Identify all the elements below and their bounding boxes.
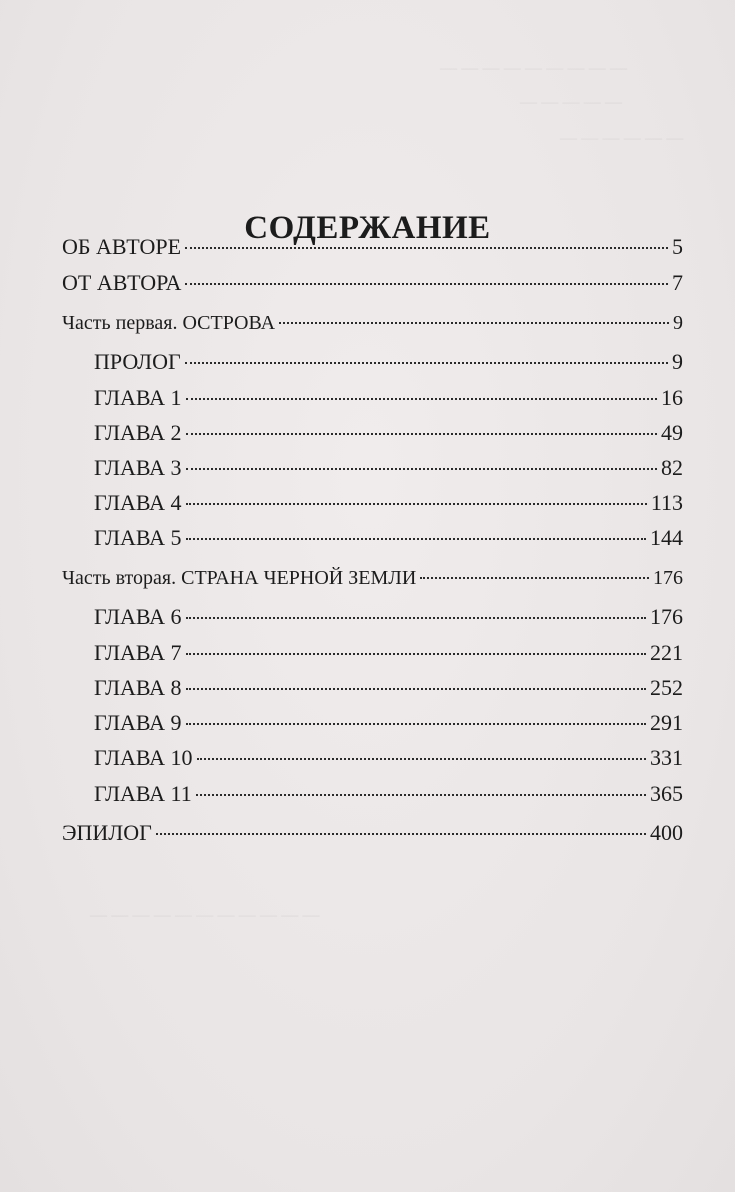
toc-entry-chapter-4 [94, 490, 683, 516]
toc-entry-about-author [62, 234, 683, 260]
dot-leader [185, 362, 668, 364]
toc-entry-from-author [62, 270, 683, 296]
toc-entry-label: ГЛАВА 4 [94, 490, 182, 515]
dot-leader [420, 577, 649, 579]
dot-leader [186, 688, 646, 690]
toc-page-number: 144 [650, 525, 683, 550]
toc-page-number: 365 [650, 781, 683, 806]
dot-leader [186, 398, 657, 400]
toc-entry-chapter-1 [94, 385, 683, 411]
dot-leader [185, 283, 668, 285]
toc-page-number: 9 [672, 349, 683, 374]
toc-page-number: 49 [661, 420, 683, 445]
toc-entry-label: ГЛАВА 2 [94, 420, 182, 445]
toc-page-number: 5 [672, 234, 683, 259]
show-through-text: — — — — — — [560, 128, 684, 147]
toc-page-number: 113 [650, 490, 683, 515]
toc-page-number: 82 [661, 455, 683, 480]
toc-entry-label: Часть вторая. СТРАНА ЧЕРНОЙ ЗЕМЛИ [62, 567, 417, 589]
toc-page-number: 400 [650, 820, 683, 845]
toc-entry-epilogue [62, 820, 683, 846]
dot-leader [186, 723, 646, 725]
toc-entry-label: ГЛАВА 11 [94, 781, 192, 806]
toc-entry-chapter-3 [94, 455, 683, 481]
toc-entry-chapter-8 [94, 675, 683, 701]
toc-page-number: 176 [650, 604, 683, 629]
toc-page-number: 252 [650, 675, 683, 700]
toc-entry-chapter-7 [94, 640, 683, 666]
toc-entry-chapter-10 [94, 745, 683, 771]
dot-leader [186, 617, 646, 619]
toc-entry-label: ГЛАВА 1 [94, 385, 182, 410]
dot-leader [186, 653, 646, 655]
toc-page-number: 176 [653, 567, 683, 589]
toc-entry-chapter-9 [94, 710, 683, 736]
dot-leader [196, 794, 646, 796]
toc-page-number: 291 [650, 710, 683, 735]
toc-entry-prologue [94, 349, 683, 375]
toc-entry-chapter-2 [94, 420, 683, 446]
show-through-text: — — — — — — — — — [440, 58, 627, 77]
show-through-text: — — — — — [520, 92, 622, 111]
dot-leader [279, 322, 669, 324]
toc-entry-label: ГЛАВА 5 [94, 525, 182, 550]
toc-page-number: 331 [650, 745, 683, 770]
dot-leader [186, 433, 657, 435]
toc-entry-label: ЭПИЛОГ [62, 820, 152, 845]
toc-entry-chapter-5 [94, 525, 683, 551]
toc-page-number: 16 [661, 385, 683, 410]
dot-leader [186, 503, 647, 505]
toc-page-number: 9 [673, 312, 683, 334]
dot-leader [186, 468, 657, 470]
toc-entry-label: ГЛАВА 8 [94, 675, 182, 700]
page-title: СОДЕРЖАНИЕ [244, 210, 491, 247]
toc-entry-label: ПРОЛОГ [94, 349, 181, 374]
show-through-text: — — — — — — — — — — — [90, 905, 320, 924]
toc-entry-label: ГЛАВА 7 [94, 640, 182, 665]
toc-entry-label: ГЛАВА 3 [94, 455, 182, 480]
toc-entry-part-two [62, 567, 683, 590]
toc-entry-chapter-6 [94, 604, 683, 630]
toc-entry-part-one [62, 312, 683, 335]
toc-page-number: 221 [650, 640, 683, 665]
dot-leader [197, 758, 646, 760]
toc-entry-label: ГЛАВА 6 [94, 604, 182, 629]
dot-leader [186, 538, 646, 540]
dot-leader [185, 247, 668, 249]
dot-leader [156, 833, 646, 835]
toc-entry-label: ОБ АВТОРЕ [62, 234, 182, 259]
toc-entry-label: ГЛАВА 10 [94, 745, 193, 770]
toc-entry-chapter-11 [94, 781, 683, 807]
toc-entry-label: ОТ АВТОРА [62, 270, 182, 295]
toc-entry-label: Часть первая. ОСТРОВА [62, 312, 276, 334]
toc-entry-label: ГЛАВА 9 [94, 710, 182, 735]
toc-page-number: 7 [672, 270, 683, 295]
